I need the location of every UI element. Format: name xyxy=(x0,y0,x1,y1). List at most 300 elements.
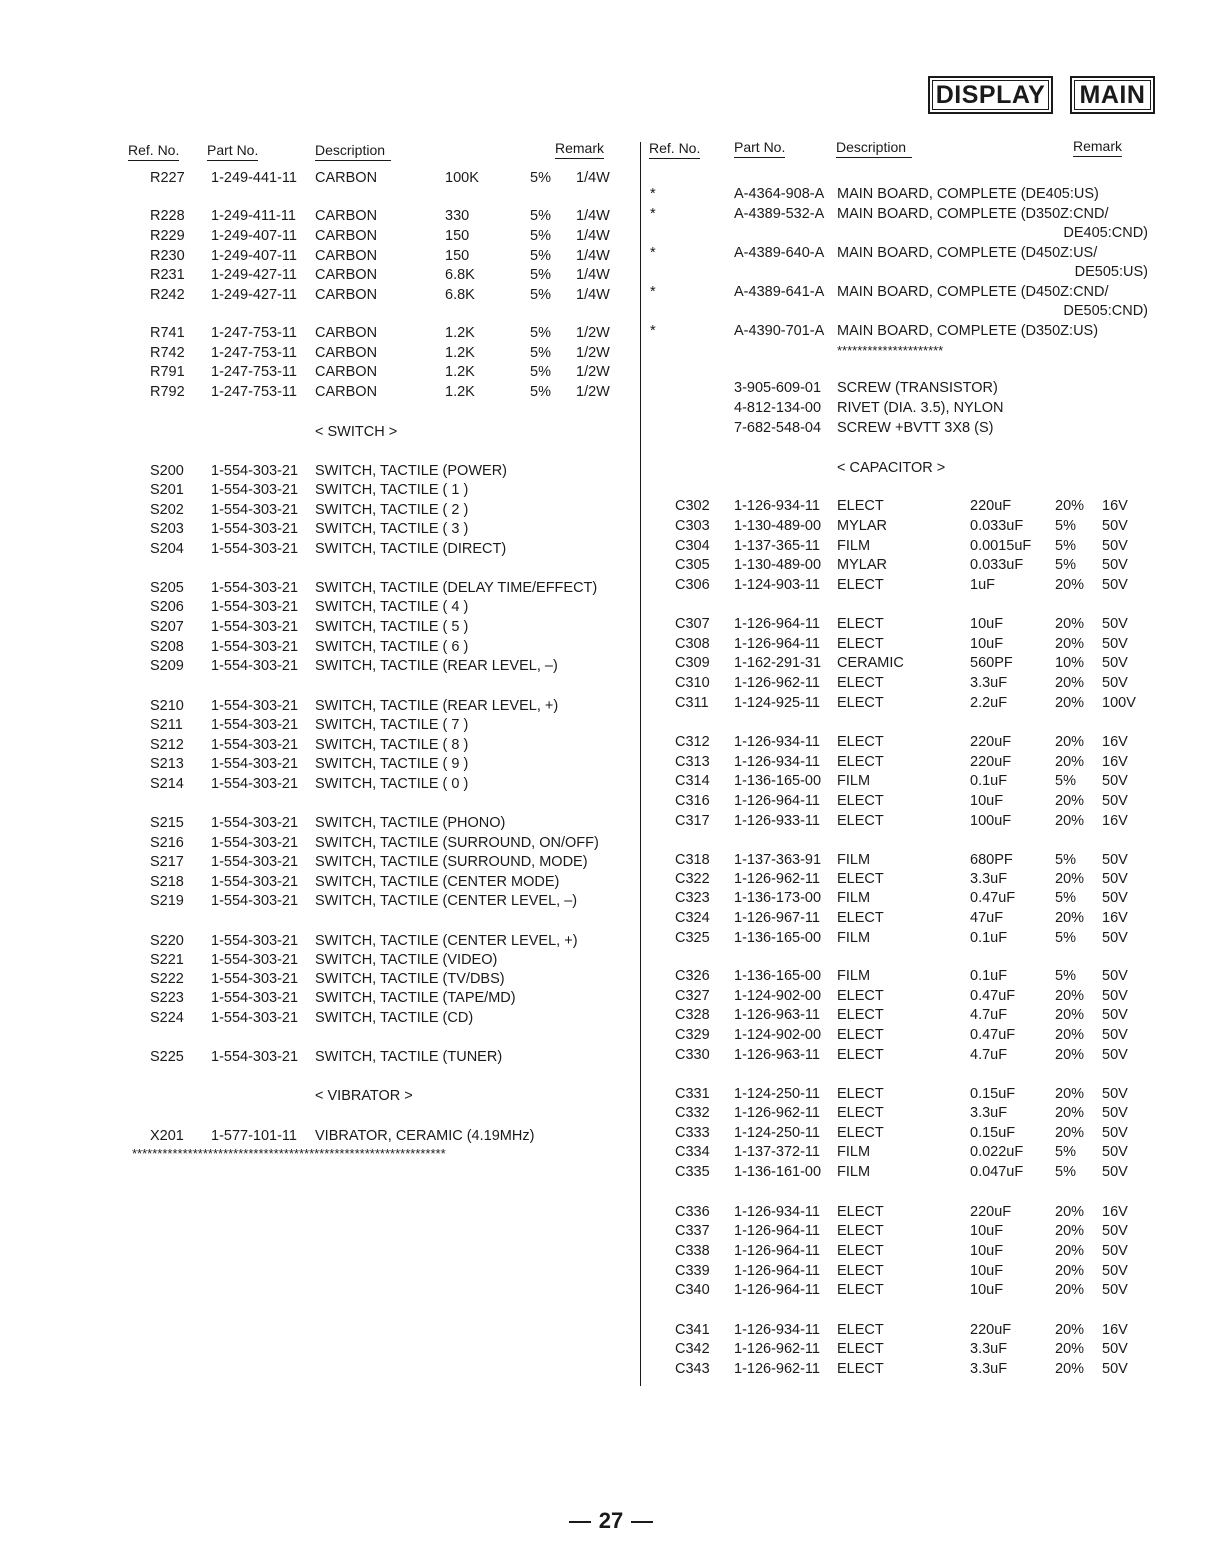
ref-no: X201 xyxy=(150,1128,184,1144)
ref-no: C334 xyxy=(675,1144,710,1160)
tolerance: 5% xyxy=(1055,518,1076,534)
ref-no: S201 xyxy=(150,482,184,498)
ref-no: S208 xyxy=(150,639,184,655)
part-no: 1-554-303-21 xyxy=(211,756,299,772)
value: 10uF xyxy=(970,1223,1004,1239)
description: ELECT xyxy=(837,871,884,887)
description: FILM xyxy=(837,852,871,868)
part-no: 1-136-165-00 xyxy=(734,773,822,789)
rating: 50V xyxy=(1102,852,1128,868)
rating: 50V xyxy=(1102,1125,1128,1141)
tolerance: 20% xyxy=(1055,1125,1085,1141)
ref-no: C316 xyxy=(675,793,710,809)
value: 0.47uF xyxy=(970,1027,1016,1043)
tolerance: 5% xyxy=(530,364,551,380)
description: ELECT xyxy=(837,754,884,770)
part-no: 1-249-427-11 xyxy=(211,267,297,283)
description: ELECT xyxy=(837,1282,884,1298)
part-no: 1-247-753-11 xyxy=(211,364,297,380)
value: 3.3uF xyxy=(970,871,1008,887)
ref-no: C311 xyxy=(675,695,709,711)
part-no: 1-554-303-21 xyxy=(211,639,299,655)
description: SWITCH, TACTILE (CENTER MODE) xyxy=(315,874,560,890)
part-no: 1-554-303-21 xyxy=(211,482,299,498)
part-no: 7-682-548-04 xyxy=(734,420,822,436)
ref-no: S213 xyxy=(150,756,184,772)
section-tag-display: DISPLAY xyxy=(928,76,1053,114)
tolerance: 20% xyxy=(1055,577,1085,593)
value: 100K xyxy=(445,170,479,186)
tolerance: 5% xyxy=(530,208,551,224)
ref-no: S203 xyxy=(150,521,184,537)
part-no: A-4364-908-A xyxy=(734,186,825,202)
ref-no: C336 xyxy=(675,1204,710,1220)
value: 3.3uF xyxy=(970,1105,1008,1121)
description: FILM xyxy=(837,773,871,789)
value: 220uF xyxy=(970,1322,1012,1338)
description: MYLAR xyxy=(837,518,887,534)
part-no: 1-554-303-21 xyxy=(211,1049,299,1065)
description: MAIN BOARD, COMPLETE (DE405:US) xyxy=(837,186,1099,202)
ref-no: S219 xyxy=(150,893,184,909)
tolerance: 20% xyxy=(1055,1322,1085,1338)
part-no: 1-554-303-21 xyxy=(211,854,299,870)
dash-right xyxy=(631,1521,653,1523)
description: CARBON xyxy=(315,267,378,283)
description: ELECT xyxy=(837,1341,884,1357)
ref-no: C330 xyxy=(675,1047,710,1063)
rating: 1/4W xyxy=(576,228,610,244)
value: 100uF xyxy=(970,813,1012,829)
rating: 50V xyxy=(1102,616,1128,632)
value: 0.15uF xyxy=(970,1125,1016,1141)
part-no: 1-126-963-11 xyxy=(734,1047,820,1063)
description: RIVET (DIA. 3.5), NYLON xyxy=(837,400,1004,416)
description: VIBRATOR, CERAMIC (4.19MHz) xyxy=(315,1128,535,1144)
rating: DE505:CND) xyxy=(1063,303,1148,319)
rating: 50V xyxy=(1102,636,1128,652)
value: 0.47uF xyxy=(970,988,1016,1004)
ref-no: C310 xyxy=(675,675,710,691)
description: CARBON xyxy=(315,208,378,224)
description: SCREW (TRANSISTOR) xyxy=(837,380,998,396)
ref-no: C326 xyxy=(675,968,710,984)
new-part-mark: * xyxy=(650,206,656,222)
value: 220uF xyxy=(970,1204,1012,1220)
value: 4.7uF xyxy=(970,1007,1008,1023)
section-tag-main: MAIN xyxy=(1070,76,1155,114)
left-header-remark: Remark xyxy=(555,140,604,159)
ref-no: C302 xyxy=(675,498,710,514)
rating: 16V xyxy=(1102,1322,1128,1338)
value: 1.2K xyxy=(445,384,475,400)
ref-no: C305 xyxy=(675,557,710,573)
ref-no: S216 xyxy=(150,835,184,851)
ref-no: C322 xyxy=(675,871,710,887)
part-no: 1-249-441-11 xyxy=(211,170,297,186)
description: CARBON xyxy=(315,248,378,264)
tolerance: 20% xyxy=(1055,1361,1085,1377)
ref-no: S221 xyxy=(150,952,184,968)
ref-no: R792 xyxy=(150,384,185,400)
tolerance: 20% xyxy=(1055,1243,1085,1259)
part-no: 1-554-303-21 xyxy=(211,893,299,909)
right-header-remark: Remark xyxy=(1073,138,1122,157)
ref-no: C327 xyxy=(675,988,710,1004)
tolerance: 5% xyxy=(530,325,551,341)
part-no: 1-554-303-21 xyxy=(211,658,299,674)
rating: 1/2W xyxy=(576,364,610,380)
rating: 50V xyxy=(1102,930,1128,946)
rating: 50V xyxy=(1102,773,1128,789)
continuation-row xyxy=(0,224,1222,243)
ref-no: C314 xyxy=(675,773,710,789)
rating: 50V xyxy=(1102,518,1128,534)
description: ELECT xyxy=(837,1223,884,1239)
rating: 50V xyxy=(1102,655,1128,671)
value: 0.1uF xyxy=(970,930,1008,946)
tolerance: 20% xyxy=(1055,1007,1085,1023)
value: 330 xyxy=(445,208,470,224)
ref-no: S217 xyxy=(150,854,184,870)
value: 1uF xyxy=(970,577,995,593)
description: < CAPACITOR > xyxy=(837,460,946,476)
description: SCREW +BVTT 3X8 (S) xyxy=(837,420,994,436)
description: ELECT xyxy=(837,1204,884,1220)
tolerance: 5% xyxy=(1055,538,1076,554)
part-no: 1-554-303-21 xyxy=(211,990,299,1006)
value: 4.7uF xyxy=(970,1047,1008,1063)
tolerance: 20% xyxy=(1055,988,1085,1004)
value: 0.033uF xyxy=(970,518,1024,534)
description: CARBON xyxy=(315,287,378,303)
tolerance: 20% xyxy=(1055,1204,1085,1220)
rating: 50V xyxy=(1102,1223,1128,1239)
ref-no: S214 xyxy=(150,776,184,792)
tolerance: 20% xyxy=(1055,1223,1085,1239)
ref-no: R228 xyxy=(150,208,185,224)
continuation-row xyxy=(0,302,1222,321)
part-no: 1-124-903-11 xyxy=(734,577,820,593)
left-header-desc: Description xyxy=(315,142,391,161)
description: SWITCH, TACTILE (TUNER) xyxy=(315,1049,503,1065)
part-no: 1-554-303-21 xyxy=(211,619,299,635)
tolerance: 5% xyxy=(530,345,551,361)
tolerance: 20% xyxy=(1055,695,1085,711)
right-header-ref: Ref. No. xyxy=(649,140,700,159)
rating: 50V xyxy=(1102,968,1128,984)
value: 10uF xyxy=(970,616,1004,632)
ref-no: C303 xyxy=(675,518,710,534)
rating: 1/2W xyxy=(576,345,610,361)
description: ELECT xyxy=(837,910,884,926)
rating: 100V xyxy=(1102,695,1136,711)
part-no: 1-554-303-21 xyxy=(211,541,299,557)
rating: 50V xyxy=(1102,1282,1128,1298)
description: SWITCH, TACTILE ( 8 ) xyxy=(315,737,469,753)
part-no: 1-554-303-21 xyxy=(211,580,299,596)
description: SWITCH, TACTILE ( 2 ) xyxy=(315,502,469,518)
part-no: 1-126-934-11 xyxy=(734,734,820,750)
description: MAIN BOARD, COMPLETE (D350Z:CND/ xyxy=(837,206,1109,222)
tolerance: 20% xyxy=(1055,1105,1085,1121)
tolerance: 20% xyxy=(1055,1047,1085,1063)
ref-no: C307 xyxy=(675,616,710,632)
rating: 50V xyxy=(1102,577,1128,593)
rating: 50V xyxy=(1102,1047,1128,1063)
tolerance: 20% xyxy=(1055,616,1085,632)
tolerance: 20% xyxy=(1055,813,1085,829)
part-no: 1-136-173-00 xyxy=(734,890,822,906)
value: 0.047uF xyxy=(970,1164,1024,1180)
tolerance: 5% xyxy=(1055,773,1076,789)
part-no: 1-136-161-00 xyxy=(734,1164,822,1180)
ref-no: C337 xyxy=(675,1223,710,1239)
new-part-mark: * xyxy=(650,186,656,202)
part-no: 1-162-291-31 xyxy=(734,655,822,671)
rating: 16V xyxy=(1102,1204,1128,1220)
part-no: 1-124-250-11 xyxy=(734,1125,820,1141)
ref-no: C340 xyxy=(675,1282,710,1298)
rating: 1/2W xyxy=(576,384,610,400)
ref-no: R742 xyxy=(150,345,185,361)
part-no: 1-126-964-11 xyxy=(734,1282,820,1298)
value: 6.8K xyxy=(445,267,475,283)
ref-no: S205 xyxy=(150,580,184,596)
part-no: 1-554-303-21 xyxy=(211,971,299,987)
ref-no: S212 xyxy=(150,737,184,753)
description: ELECT xyxy=(837,1263,884,1279)
column-divider xyxy=(640,142,641,1386)
part-no: 1-249-411-11 xyxy=(211,208,296,224)
description: SWITCH, TACTILE (SURROUND, MODE) xyxy=(315,854,588,870)
ref-no: S225 xyxy=(150,1049,184,1065)
part-no: 1-249-407-11 xyxy=(211,248,297,264)
description: CARBON xyxy=(315,170,378,186)
description: MAIN BOARD, COMPLETE (D450Z:CND/ xyxy=(837,284,1109,300)
description: SWITCH, TACTILE (TV/DBS) xyxy=(315,971,505,987)
value: 220uF xyxy=(970,498,1012,514)
tolerance: 5% xyxy=(530,384,551,400)
ref-no: C309 xyxy=(675,655,710,671)
description: SWITCH, TACTILE ( 7 ) xyxy=(315,717,469,733)
ref-no: S223 xyxy=(150,990,184,1006)
part-no: 1-554-303-21 xyxy=(211,776,299,792)
part-no: 1-126-967-11 xyxy=(734,910,820,926)
rating: 50V xyxy=(1102,538,1128,554)
ref-no: C333 xyxy=(675,1125,710,1141)
rating: 50V xyxy=(1102,1144,1128,1160)
ref-no: C312 xyxy=(675,734,710,750)
part-no: 1-247-753-11 xyxy=(211,325,297,341)
ref-no: C343 xyxy=(675,1361,710,1377)
part-no: 1-247-753-11 xyxy=(211,345,297,361)
ref-no: C328 xyxy=(675,1007,710,1023)
description: FILM xyxy=(837,890,871,906)
rating: 16V xyxy=(1102,498,1128,514)
ref-no: C332 xyxy=(675,1105,710,1121)
description: ELECT xyxy=(837,988,884,1004)
description: ELECT xyxy=(837,734,884,750)
part-no: 1-126-962-11 xyxy=(734,1361,820,1377)
ref-no: C304 xyxy=(675,538,710,554)
description: ELECT xyxy=(837,1361,884,1377)
description: SWITCH, TACTILE (REAR LEVEL, –) xyxy=(315,658,558,674)
description: SWITCH, TACTILE (PHONO) xyxy=(315,815,506,831)
rating: 16V xyxy=(1102,754,1128,770)
description: ELECT xyxy=(837,793,884,809)
description: < SWITCH > xyxy=(315,424,398,440)
new-part-mark: * xyxy=(650,323,656,339)
value: 0.47uF xyxy=(970,890,1016,906)
value: 47uF xyxy=(970,910,1004,926)
part-no: 1-554-303-21 xyxy=(211,521,299,537)
part-no: 1-126-934-11 xyxy=(734,498,820,514)
part-no: 1-126-934-11 xyxy=(734,1322,820,1338)
description: ELECT xyxy=(837,498,884,514)
rating: 50V xyxy=(1102,1164,1128,1180)
rating: 1/4W xyxy=(576,248,610,264)
value: 150 xyxy=(445,228,470,244)
value: 150 xyxy=(445,248,470,264)
tolerance: 20% xyxy=(1055,1341,1085,1357)
part-no: 1-124-902-00 xyxy=(734,988,822,1004)
ref-no: R791 xyxy=(150,364,185,380)
description: MAIN BOARD, COMPLETE (D450Z:US/ xyxy=(837,245,1098,261)
tolerance: 5% xyxy=(530,267,551,283)
rating: 16V xyxy=(1102,910,1128,926)
ref-no: C335 xyxy=(675,1164,710,1180)
tolerance: 5% xyxy=(530,248,551,264)
tolerance: 10% xyxy=(1055,655,1085,671)
part-no: 1-249-427-11 xyxy=(211,287,297,303)
tolerance: 5% xyxy=(1055,1164,1076,1180)
description: CARBON xyxy=(315,345,378,361)
ref-no: C323 xyxy=(675,890,710,906)
part-no: 1-126-964-11 xyxy=(734,1223,820,1239)
value: 0.022uF xyxy=(970,1144,1024,1160)
part-no: 1-249-407-11 xyxy=(211,228,297,244)
part-no: 1-126-963-11 xyxy=(734,1007,820,1023)
rating: 16V xyxy=(1102,813,1128,829)
tolerance: 5% xyxy=(530,170,551,186)
value: 0.0015uF xyxy=(970,538,1032,554)
part-no: A-4390-701-A xyxy=(734,323,825,339)
tolerance: 5% xyxy=(1055,852,1076,868)
description: ELECT xyxy=(837,1125,884,1141)
description: ELECT xyxy=(837,1105,884,1121)
part-no: 1-126-962-11 xyxy=(734,675,820,691)
rating: 50V xyxy=(1102,793,1128,809)
tolerance: 5% xyxy=(1055,1144,1076,1160)
part-no: 1-247-753-11 xyxy=(211,384,297,400)
dash-left xyxy=(569,1521,591,1523)
ref-no: R229 xyxy=(150,228,185,244)
rating: 1/2W xyxy=(576,325,610,341)
tolerance: 5% xyxy=(530,228,551,244)
part-no: 1-554-303-21 xyxy=(211,952,299,968)
value: 1.2K xyxy=(445,325,475,341)
ref-no: S218 xyxy=(150,874,184,890)
left-header-part: Part No. xyxy=(207,142,258,161)
part-no: A-4389-532-A xyxy=(734,206,825,222)
description: ELECT xyxy=(837,1243,884,1259)
tolerance: 20% xyxy=(1055,675,1085,691)
tolerance: 5% xyxy=(530,287,551,303)
description: ELECT xyxy=(837,1007,884,1023)
value: 10uF xyxy=(970,636,1004,652)
tolerance: 20% xyxy=(1055,498,1085,514)
rating: DE505:US) xyxy=(1074,264,1148,280)
ref-no: C341 xyxy=(675,1322,710,1338)
description: SWITCH, TACTILE ( 0 ) xyxy=(315,776,469,792)
value: 10uF xyxy=(970,1263,1004,1279)
description: FILM xyxy=(837,968,871,984)
tolerance: 20% xyxy=(1055,910,1085,926)
value: 10uF xyxy=(970,1282,1004,1298)
tolerance: 5% xyxy=(1055,557,1076,573)
part-no: 1-126-933-11 xyxy=(734,813,820,829)
part-no: A-4389-640-A xyxy=(734,245,825,261)
part-no: 1-554-303-21 xyxy=(211,874,299,890)
page-number-text: 27 xyxy=(598,1508,624,1533)
description: FILM xyxy=(837,930,871,946)
description: SWITCH, TACTILE (SURROUND, ON/OFF) xyxy=(315,835,599,851)
part-no: 1-126-962-11 xyxy=(734,1341,820,1357)
rating: 50V xyxy=(1102,871,1128,887)
value: 6.8K xyxy=(445,287,475,303)
value: 2.2uF xyxy=(970,695,1008,711)
tolerance: 20% xyxy=(1055,734,1085,750)
ref-no: C308 xyxy=(675,636,710,652)
value: 220uF xyxy=(970,754,1012,770)
description: CARBON xyxy=(315,384,378,400)
part-no: 1-126-964-11 xyxy=(734,793,820,809)
ref-no: S207 xyxy=(150,619,184,635)
part-no: 1-126-934-11 xyxy=(734,1204,820,1220)
value: 1.2K xyxy=(445,364,475,380)
rating: 50V xyxy=(1102,557,1128,573)
rating: 50V xyxy=(1102,1027,1128,1043)
description: SWITCH, TACTILE (TAPE/MD) xyxy=(315,990,516,1006)
part-no: 1-554-303-21 xyxy=(211,933,299,949)
part-no: 1-126-962-11 xyxy=(734,871,820,887)
rating: 50V xyxy=(1102,1361,1128,1377)
ref-no: S204 xyxy=(150,541,184,557)
right-header-desc: Description xyxy=(836,139,912,158)
part-no: 1-554-303-21 xyxy=(211,698,299,714)
part-no: 1-554-303-21 xyxy=(211,463,299,479)
ref-no: R242 xyxy=(150,287,185,303)
new-part-mark: * xyxy=(650,245,656,261)
description: FILM xyxy=(837,538,871,554)
description: CARBON xyxy=(315,325,378,341)
value: 3.3uF xyxy=(970,675,1008,691)
right-header-part: Part No. xyxy=(734,139,785,158)
ref-no: S210 xyxy=(150,698,184,714)
description: ELECT xyxy=(837,1027,884,1043)
ref-no: C324 xyxy=(675,910,710,926)
rating: 16V xyxy=(1102,734,1128,750)
part-no: 3-905-609-01 xyxy=(734,380,822,396)
description: SWITCH, TACTILE (VIDEO) xyxy=(315,952,498,968)
rating: 50V xyxy=(1102,1086,1128,1102)
part-no: 1-554-303-21 xyxy=(211,835,299,851)
tolerance: 5% xyxy=(1055,968,1076,984)
description: SWITCH, TACTILE ( 1 ) xyxy=(315,482,469,498)
description: SWITCH, TACTILE ( 3 ) xyxy=(315,521,469,537)
part-no: 1-577-101-11 xyxy=(211,1128,297,1144)
